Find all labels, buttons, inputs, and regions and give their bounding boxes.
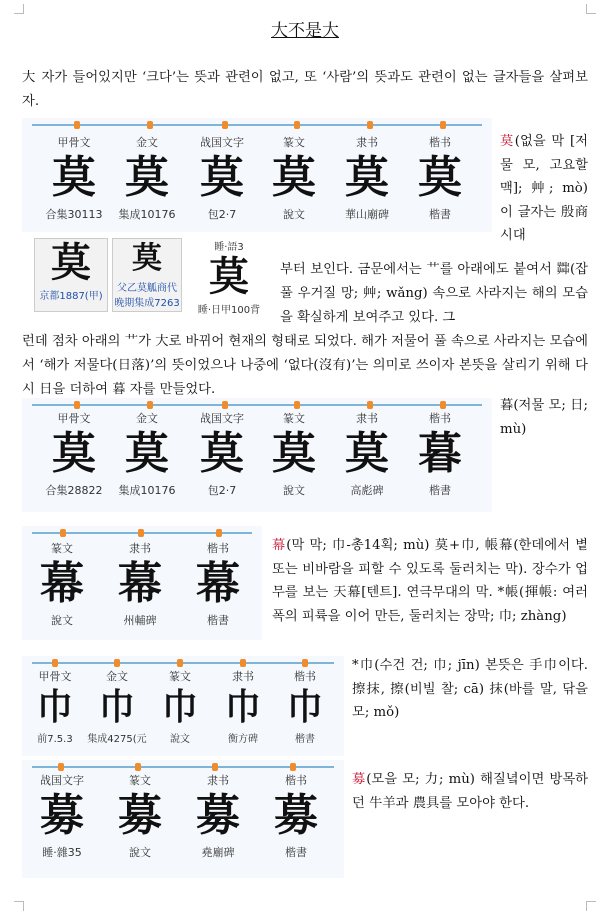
chart-cell: 楷书 暮 楷書	[418, 412, 462, 497]
chart-cell: 篆文 巾 說文	[161, 670, 198, 745]
chart-cell: 战国文字 募 睡·雜35	[40, 774, 84, 859]
paragraph-2b: 런데 점차 아래의 艹가 大로 바뀌어 현재의 형태로 되었다. 해가 저물어 풀 속으로 사라지는 모습에서 ‘해가 저물다(日落)’의 뜻이었으나 나중에 ‘없다(沒有)’는 의미로 쓰이자 본뜻을 살리기 위해 다시 日을 더하여 暮 자를 만들었다.	[22, 334, 588, 397]
mo-character-chart	[22, 118, 492, 232]
chart-cell: 金文 莫 集成10176	[118, 136, 176, 221]
jin-definition: *巾(수건 건; 巾; jīn) 본뜻은 手巾이다. 擦抹, 擦(비빌 찰; cā) 抹(바를 말, 닦을 모; mǒ)	[352, 658, 588, 720]
chart-cell: 楷书 巾 楷書	[286, 670, 323, 745]
chart-cell: 篆文 幕 說文	[40, 542, 84, 627]
mu-dusk-character-chart	[22, 398, 492, 512]
chart-cell: 甲骨文 莫 合集30113	[45, 136, 103, 221]
chart-cell: 金文 莫 集成10176	[118, 412, 176, 497]
bamboo-slip-thumbnail: 睡·語3 莫 睡·日甲100背	[186, 238, 272, 318]
page-corner-mark	[14, 4, 24, 14]
chart-cell: 隶书 巾 衡方碑	[224, 670, 261, 745]
mu-curtain-definition: 幕(막 막; 巾-총14획; mù) 莫+巾, 帳幕(한데에서 볕 또는 비바람을 피할 수 있도록 둘러치는 막). 장수가 업무를 보는 天幕[텐트]. 연극무대의 막. *帳(揮帳: 여러 폭의 피륙을 이어 만든, 둘러치는 장막; 巾; zhàng)	[272, 538, 588, 624]
mu-curtain-character-chart	[22, 526, 262, 640]
mu-dusk-definition: 暮(저물 모; 日; mù)	[500, 398, 588, 437]
chart-cell: 篆文 募 說文	[118, 774, 162, 859]
chart-cell: 隶书 莫 高彪碑	[345, 412, 389, 497]
chart-cell: 篆文 莫 說文	[272, 136, 316, 221]
mo-definition: 莫(없을 막 [저물 모, 고요할 맥]; 艸; mò) 이 글자는 殷商시대	[500, 134, 588, 243]
chart-cell: 楷书 莫 楷書	[418, 136, 462, 221]
chart-cell: 甲骨文 巾 前7.5.3	[36, 670, 73, 745]
chart-cell: 篆文 莫 說文	[272, 412, 316, 497]
intro-paragraph: 大 자가 들어있지만 ‘크다’는 뜻과 관련이 없고, 또 ‘사람’의 뜻과도 관련이 없는 글자들을 살펴보자.	[22, 70, 588, 109]
chart-cell: 战国文字 莫 包2·7	[200, 136, 244, 221]
chart-cell: 隶书 莫 華山廟碑	[345, 136, 389, 221]
oracle-bone-thumbnail: 莫 京都1887(甲)	[34, 238, 108, 312]
chart-cell: 甲骨文 莫 合集28822	[45, 412, 103, 497]
mu-gather-definition: 募(모을 모; 力; mù) 해질녘이면 방목하던 牛羊과 農具를 모아야 한다.	[352, 772, 589, 811]
jin-character-chart	[22, 656, 344, 756]
chart-cell: 金文 巾 集成4275(元	[87, 670, 147, 745]
page-corner-mark	[586, 901, 596, 911]
chart-cell: 隶书 幕 州輔碑	[118, 542, 162, 627]
mu-gather-character-chart	[22, 760, 344, 878]
page-title: 大不是大	[271, 21, 339, 41]
bronze-thumbnail: 莫 父乙莫觚商代 晚期集成7263	[112, 238, 182, 312]
chart-cell: 隶书 募 堯廟碑	[196, 774, 240, 859]
chart-cell: 战国文字 莫 包2·7	[200, 412, 244, 497]
chart-cell: 楷书 幕 楷書	[196, 542, 240, 627]
chart-cell: 楷书 募 楷書	[274, 774, 318, 859]
page-corner-mark	[586, 4, 596, 14]
paragraph-2a: 부터 보인다. 금문에서는 艹를 아래에도 붙여서 茻(잡풀 우거질 망; 艸; wǎng) 속으로 사라지는 해의 모습을 확실하게 보여주고 있다. 그	[280, 262, 588, 325]
page-corner-mark	[14, 901, 24, 911]
